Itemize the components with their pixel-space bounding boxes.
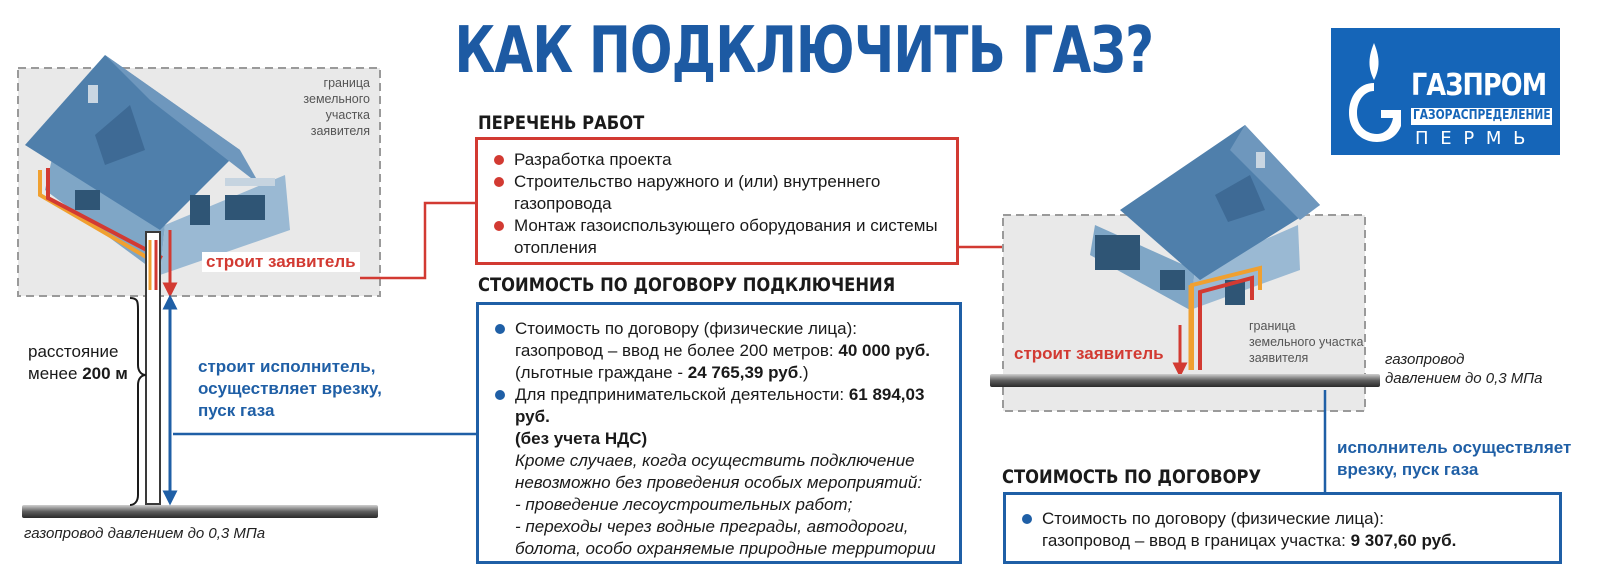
plot-cost-box	[1003, 492, 1562, 564]
exceptions-note: Кроме случаев, когда осуществить подключение невозможно без проведения особых мероприятий: - проведение лесоустроительных работ; - переходы через водные преграды, автодороги, болота, особо охраняемые природные территории	[515, 451, 936, 558]
distance-value: 200 м	[82, 364, 128, 383]
works-item: Строительство наружного и (или) внутреннего газопровода	[488, 171, 946, 215]
contract-cost-item-individuals: Стоимость по договору (физические лица): газопровод – ввод не более 200 метров: 40 000 руб. (льготные граждане - 24 765,39 руб.)	[489, 318, 949, 384]
page-title: КАК ПОДКЛЮЧИТЬ ГАЗ?	[454, 14, 1154, 88]
left-pipeline-label: газопровод давлением до 0,3 МПа	[24, 525, 266, 542]
right-pipeline-label: газопровод давлением до 0,3 МПа	[1385, 351, 1543, 387]
gazprom-logo	[1331, 28, 1560, 155]
left-applicant-label: строит заявитель	[202, 252, 360, 272]
distance-brace	[130, 298, 146, 505]
works-item: Разработка проекта	[488, 149, 946, 171]
gazprom-flame-icon	[1339, 38, 1409, 148]
distance-label: расстояние менее 200 м	[28, 342, 128, 383]
preferential-price: 24 765,39 руб	[687, 363, 799, 382]
left-main-pipeline	[22, 505, 378, 518]
logo-subtitle: ГАЗОРАСПРЕДЕЛЕНИЕ	[1413, 108, 1551, 123]
right-applicant-label: строит заявитель	[1010, 344, 1168, 364]
contract-cost-box	[476, 302, 962, 564]
works-item: Монтаж газоиспользующего оборудования и системы отопления	[488, 215, 946, 259]
works-list	[488, 149, 946, 259]
plot-price: 9 307,60 руб.	[1350, 531, 1457, 550]
right-plot-boundary-label: граница земельного участка заявителя	[1249, 319, 1364, 365]
left-executor-label: строит исполнитель, осуществляет врезку, пуск газа	[198, 357, 382, 420]
works-heading: ПЕРЕЧЕНЬ РАБОТ	[478, 112, 645, 134]
plot-cost-heading: СТОИМОСТЬ ПО ДОГОВОРУ	[1002, 466, 1262, 488]
left-plot-boundary-label: граница земельного участка заявителя	[303, 76, 370, 138]
contract-cost-item-business: Для предпринимательской деятельности: 61 894,03 руб. (без учета НДС)	[489, 384, 949, 450]
plot-cost-item: Стоимость по договору (физические лица): газопровод – ввод в границах участка: 9 307,60 руб.	[1016, 508, 1549, 552]
right-executor-label: исполнитель осуществляет врезку, пуск газа	[1337, 438, 1572, 479]
individual-price: 40 000 руб.	[838, 341, 930, 360]
left-vertical-pipe	[146, 232, 160, 504]
logo-brand: ГАЗПРОМ	[1411, 68, 1547, 103]
right-main-pipeline	[990, 374, 1380, 387]
works-box	[475, 137, 959, 265]
logo-city: П Е Р М Ь	[1415, 128, 1529, 149]
business-price: 61 894,03 руб.	[515, 385, 925, 426]
contract-cost-heading: СТОИМОСТЬ ПО ДОГОВОРУ ПОДКЛЮЧЕНИЯ	[478, 274, 896, 296]
